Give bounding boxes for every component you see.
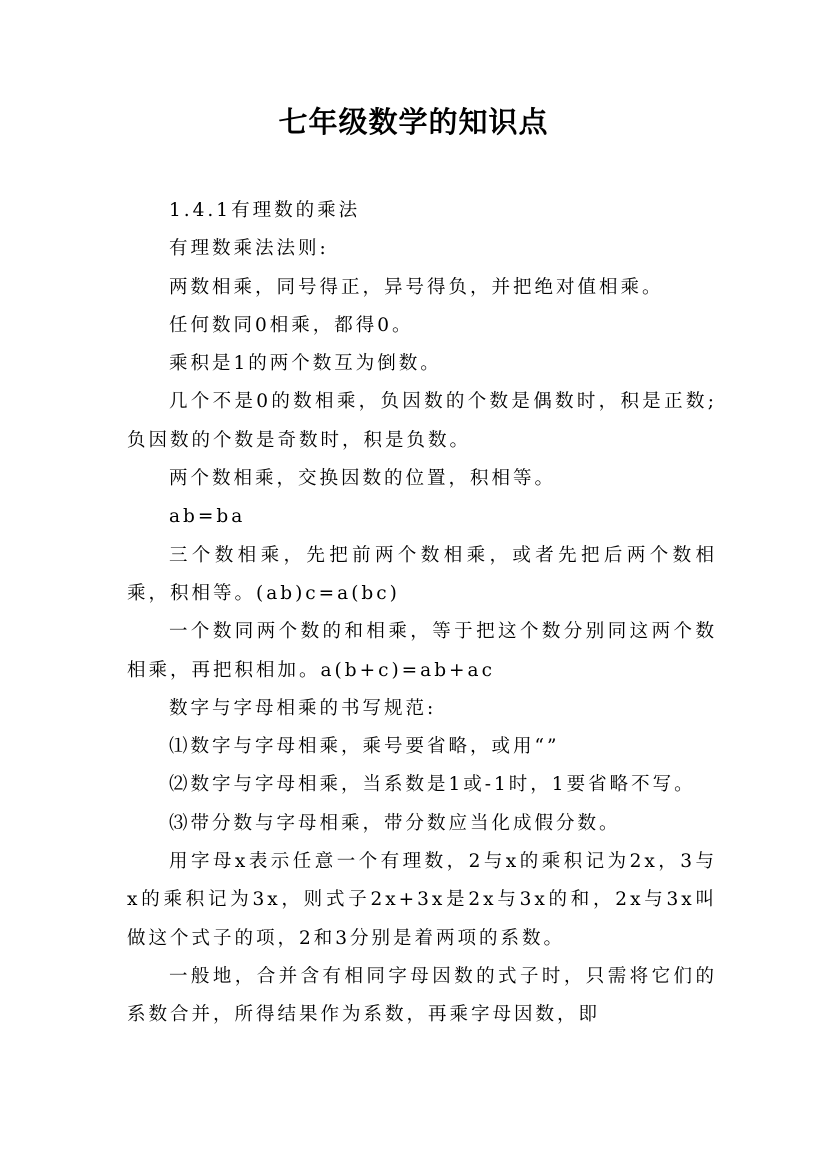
paragraph: 有理数乘法法则: bbox=[169, 238, 329, 260]
list-item: ⑶带分数与字母相乘，带分数应当化成假分数。 bbox=[169, 812, 621, 834]
formula: ab=ba bbox=[169, 506, 246, 528]
paragraph: 乘积是1的两个数互为倒数。 bbox=[169, 353, 442, 375]
section-heading: 1.4.1有理数的乘法 bbox=[169, 200, 361, 221]
paragraph: 任何数同0相乘，都得0。 bbox=[169, 314, 414, 336]
paragraph: 三个数相乘，先把前两个数相乘，或者先把后两个数相乘，积相等。(ab)c=a(bc) bbox=[127, 544, 717, 604]
paragraph: 一个数同两个数的和相乘，等于把这个数分别同这两个数相乘，再把积相加。a(b+c)=ab+ac bbox=[127, 621, 717, 681]
list-item: ⑵数字与字母相乘，当系数是1或-1时，1要省略不写。 bbox=[169, 774, 696, 796]
paragraph: 几个不是0的数相乘，负因数的个数是偶数时，积是正数;负因数的个数是奇数时，积是负数。 bbox=[127, 391, 717, 451]
paragraph: 一般地，合并含有相同字母因数的式子时，只需将它们的系数合并，所得结果作为系数，再乘字母因数，即 bbox=[127, 965, 717, 1026]
paragraph: 两个数相乘，交换因数的位置，积相等。 bbox=[169, 468, 557, 490]
document-body bbox=[127, 192, 717, 1035]
paragraph: 两数相乘，同号得正，异号得负，并把绝对值相乘。 bbox=[169, 276, 664, 298]
paragraph: 数字与字母相乘的书写规范: bbox=[169, 697, 437, 719]
list-item: ⑴数字与字母相乘，乘号要省略，或用“” bbox=[169, 736, 560, 758]
document-title: 七年级数学的知识点 bbox=[278, 105, 549, 139]
paragraph: 用字母x表示任意一个有理数，2与x的乘积记为2x，3与x的乘积记为3x，则式子2x+3x是2x与3x的和，2x与3x叫做这个式子的项，2和3分别是着两项的系数。 bbox=[127, 851, 717, 949]
